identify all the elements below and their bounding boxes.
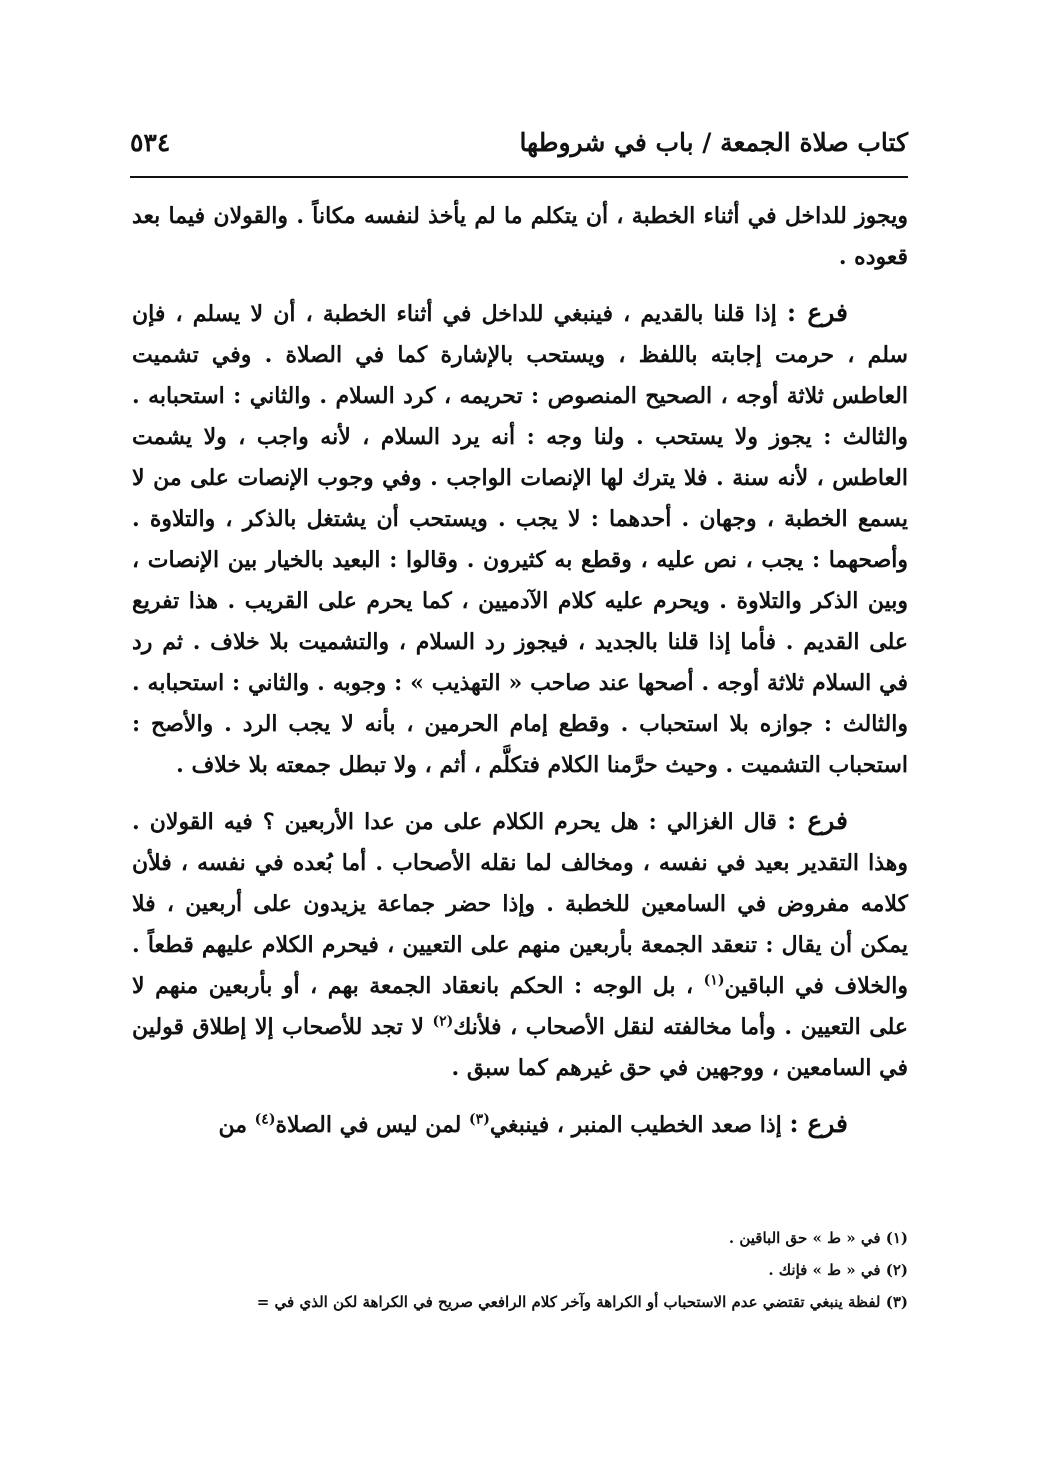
footnote-ref: (١) [703,972,725,989]
paragraph-4 [132,1103,908,1146]
paragraph-3 [132,800,908,1089]
paragraph-1 [132,196,908,278]
section-lead: فرع : [786,806,848,835]
paragraph-text: ويجوز للداخل في أثناء الخطبة ، أن يتكلم ما لم يأخذ لنفسه مكاناً . والقولان فيما بعد قعوده . [132,203,908,270]
footnote-ref: (٣) [469,1111,490,1128]
paragraph-text: إذا قلنا بالقديم ، فينبغي للداخل في أثناء الخطبة ، أن لا يسلم ، فإن سلم ، حرمت إجابته باللفظ ، ويستحب بالإشارة كما في الصلاة . وفي تشميت العاطس ثلاثة أوجه ، الصحيح المنصوص : تحريمه ، كرد السلام . والثاني : استحبابه . والثالث : يجوز ولا يستحب . ولنا وجه : أنه يرد السلام ، لأنه واجب ، ولا يشمت العاطس ، لأنه سنة . فلا يترك لها الإنصات الواجب . وفي وجوب الإنصات على من لا يسمع الخطبة ، وجهان . أحدهما : لا يجب . ويستحب أن يشتغل بالذكر ، والتلاوة . وأصحهما : يجب ، نص عليه ، وقطع به كثيرون . وقالوا : البعيد بالخيار بين الإنصات ، وبين الذكر والتلاوة . ويحرم عليه كلام الآدميين ، كما يحرم على القريب . هذا تفريع على القديم . فأما إذا قلنا بالجديد ، فيجوز رد السلام ، والتشميت بلا خلاف . ثم رد في السلام ثلاثة أوجه . أصحها عند صاحب « التهذيب » : وجوبه . والثاني : استحبابه . والثالث : جوازه بلا استحباب . وقطع إمام الحرمين ، بأنه لا يجب الرد . والأصح : استحباب التشميت . وحيث حرَّمنا الكلام فتكلَّم ، أثم ، ولا تبطل جمعته بلا خلاف . [132,301,908,778]
running-title: كتاب صلاة الجمعة / باب في شروطها [519,128,908,157]
paragraph-text-cont: ، بل الوجه : الحكم بانعقاد الجمعة بهم ، أو بأربعين منهم لا على التعيين . وأما مخالفته لنقل الأصحاب ، فلأنك [132,973,909,1040]
page-header [130,128,908,172]
paragraph-text-cont: من [218,1112,255,1138]
footnotes [132,1222,908,1318]
paragraph-2 [132,292,908,786]
footnote-1: (١) في « ط » حق الباقين . [728,1229,908,1247]
main-text [132,196,908,1146]
footnote-3: (٣) لفظة ينبغي تقتضي عدم الاستحباب أو الكراهة وآخر كلام الرافعي صريح في الكراهة لكن الذي في = [256,1293,908,1311]
footnote-ref: (٤) [254,1111,276,1128]
header-rule [130,176,908,178]
footnote-2: (٢) في « ط » فإنك . [768,1261,908,1279]
section-lead: فرع : [789,1109,848,1138]
paragraph-text: قال الغزالي : هل يحرم الكلام على من عدا الأربعين ؟ فيه القولان . وهذا التقدير بعيد في نفسه ، ومخالف لما نقله الأصحاب . أما بُعده في نفسه ، فلأن كلامه مفروض في السامعين للخطبة . وإذا حضر جماعة يزيدون على أربعين ، فلا يمكن أن يقال : تنعقد الجمعة بأربعين منهم على التعيين ، فيحرم الكلام عليهم قطعاً . والخلاف في الباقين [132,809,908,999]
paragraph-text-cont: لا تجد للأصحاب إلا إطلاق قولين في السامعين ، ووجهين في حق غيرهم كما سبق . [132,1014,908,1081]
footnote-ref: (٢) [432,1013,454,1030]
section-lead: فرع : [786,298,848,327]
page-number: ٥٣٤ [130,128,171,157]
paragraph-text-cont: لمن ليس في الصلاة [275,1112,470,1138]
paragraph-text: إذا صعد الخطيب المنبر ، فينبغي [489,1112,782,1138]
